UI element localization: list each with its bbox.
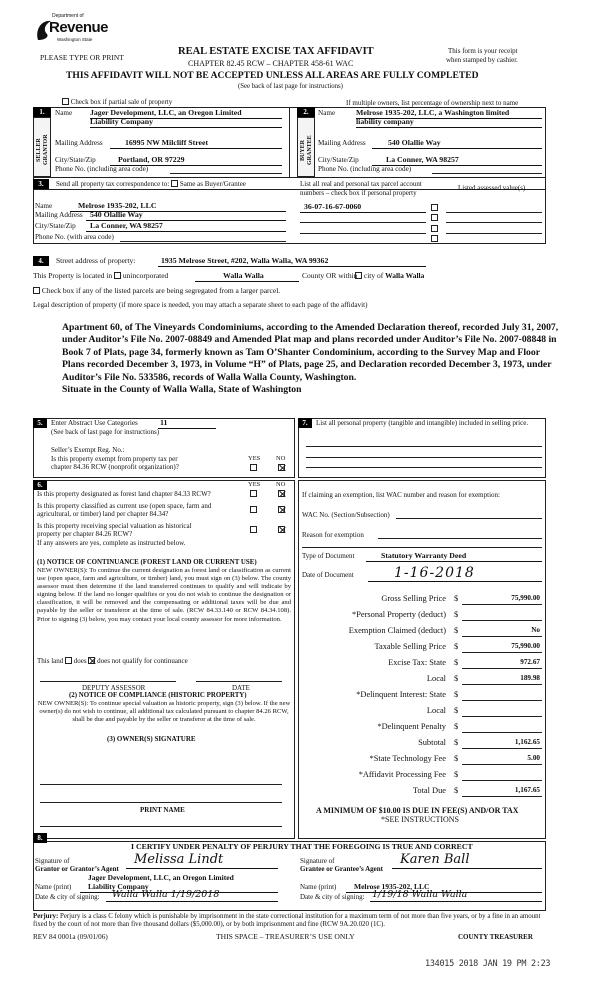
taxable-label: Taxable Selling Price [374,642,446,651]
section-4-badge: 4. [33,256,49,266]
historic-question-1: Is this property receiving special valuation as historical [37,522,192,530]
legal-text: Apartment 60, of The Vineyards Condominiums, according to the Amended Declaration thereof, recorded July 31, 2007, under Auditor’s File No. 2007-08849 and Amended Plat map and plans recorded under Auditor’s File No. 2007-08848 in Book 7 of Plats, page 34, formerly known as Tam O’Shanter Condominium, according to the Survey Map and Floor Plans recorded December 3, 1973, in Volume “H” of Plats, page 25, and Declaration recorded December 3, 1973, under Auditor’s File No. 533586, records of Walla Walla County, Washington. [62,322,559,383]
subtotal-amount: 1,162.65 [514,738,540,746]
legal-label: Legal description of property (if more space is needed, you may attach a separate sheet to each page of the affidavit) [33,301,368,309]
grantee-date-city: 1/19/18 Walla Walla [370,890,542,902]
county-value: Walla Walla [195,272,299,282]
historic-yes-checkbox[interactable] [250,526,257,533]
taxable-dollar: $ [454,642,459,651]
delinquent-local-label: Local [426,706,446,715]
gross-dollar: $ [454,594,459,603]
total-due-amount: 1,167.65 [514,786,540,794]
perjury-text: Perjury is a class C felony which is punishable by imprisonment in the state correctional institution for a maximum term of not more than five years, or by a fine in an amount fixed by the court of not more than five thousand dollars ($5,000.00), or by both imprisonment and fine (RCW 9A.20.020 (1C). [33,913,541,929]
minimum-due-note: A MINIMUM OF $10.00 IS DUE IN FEE(S) AND/OR TAX [316,806,519,815]
personal-property-label: List all personal property (tangible and intangible) included in selling price. [316,419,529,427]
grantee-date-label: Date & city of signing: [300,893,365,901]
deputy-assessor-label: DEPUTY ASSESSOR [82,684,146,692]
same-as-buyer-checkbox[interactable] [171,180,178,187]
exempt-no-checkbox[interactable] [278,464,285,471]
doc-date-label: Date of Document [302,571,354,579]
parcel-label-1: List all real and personal tax parcel account [300,180,422,188]
local-dollar: $ [454,674,459,683]
current-use-question-1: Is this property classified as current use (open space, farm and [37,502,212,510]
mail-mailing-label: Mailing Address [35,211,83,219]
forest-no-checkbox[interactable] [278,490,285,497]
abstract-label: Enter Abstract Use Categories [51,419,138,427]
section-7-badge: 7. [298,418,312,428]
exempt-no-header: NO [276,455,286,462]
correspondence-row [56,180,246,188]
mail-phone-label: Phone No. (with area code) [35,233,114,241]
exempt-yes-checkbox[interactable] [250,464,257,471]
state-amount: 972.67 [520,658,540,666]
seller-city: Portland, OR 97229 [110,156,282,166]
exemption-dollar: $ [454,626,459,635]
seller-name-line2: Liability Company [90,118,282,128]
mail-name-label: Name [35,202,53,210]
county-or-label: County OR within [302,271,358,280]
exemption-amount: No [531,626,540,634]
unincorporated-label: unincorporated [122,271,169,280]
delinquent-state-dollar: $ [454,690,459,699]
buyer-phone-label: Phone No. (including area code) [318,165,412,173]
recording-stamp: 134015 2018 JAN 19 PM 2:23 [425,959,551,969]
grantor-date-city: Walla Walla 1/19/2018 [106,890,278,902]
gross-amount: 75,990.00 [511,594,540,602]
abstract-see-back: (See back of last page for instructions) [51,428,160,436]
section-5-badge: 5. [33,418,47,428]
historic-question-2: property per chapter 84.26 RCW? [37,530,133,538]
parcel-personal-checkbox-3[interactable] [431,225,438,232]
segregated-row [33,287,280,296]
current-use-yes-checkbox[interactable] [250,506,257,513]
affidavit-fee-label: *Affidavit Processing Fee [358,770,446,779]
current-use-question-2: agricultural, or timber) land per chapter 84.34? [37,510,169,518]
grantor-date-label: Date & city of signing: [35,893,100,901]
same-as-buyer-label: Same as Buyer/Grantee [179,180,246,188]
buyer-name-line1: Melrose 1935-202, LLC, a Washington limited [356,109,542,119]
doc-type-label: Type of Document [302,552,355,560]
notice-2-text: NEW OWNER(S): To continue special valuation as historic property, sign (3) below. If the new owner(s) do not wish to continue, all additional tax calculated pursuant to chapter 84.26 RCW, shall be due and payable by the seller or transferor at the time of sale. [37,700,291,724]
city-of-checkbox[interactable] [355,272,362,279]
seller-mailing-label: Mailing Address [55,139,103,147]
wac-label: WAC No. (Section/Subsection) [302,511,390,519]
mail-city-label: City/State/Zip [35,222,76,230]
tech-fee-amount: 5.00 [527,754,540,762]
reason-label: Reason for exemption [302,531,364,539]
grantor-entity-1: Jager Development, LLC, an Oregon Limited [88,873,234,882]
current-use-no-checkbox[interactable] [278,506,285,513]
historic-no-checkbox[interactable] [278,526,285,533]
section-1-badge: 1. [33,107,51,117]
exempt-yes-header: YES [248,455,261,462]
city-of-label: city of [363,271,384,280]
notice-1-text: NEW OWNER(S): To continue the current designation as forest land or classification as current use (open space, farm and agriculture, or timber) land, you must sign on (3) below. The county assessor must then determine if the land transferred continues to qualify and will indicate by signing below. If the land no longer qualifies or you do not wish to continue the designation or classification, it will be removed and the compensating or additional taxes will be due and payable by the seller or transferor at the time of sale. (RCW 84.33.140 or RCW 84.34.108). Prior to signing (3) below, you may contact your local county assessor for more information. [37,567,291,623]
seller-name-label: Name [55,109,73,117]
exempt-reg-label: Seller’s Exempt Reg. No.: [51,446,125,454]
abstract-value: 11 [158,419,216,429]
tech-fee-label: *State Technology Fee [369,754,446,763]
parcel-personal-checkbox-1[interactable] [431,204,438,211]
mail-name: Melrose 1935-202, LLC [70,202,286,212]
state-dollar: $ [454,658,459,667]
buyer-side-label: BUYER GRANTEE [300,135,313,165]
does-not-label: does not [97,657,121,665]
doc-date: 1-16-2018 [368,565,542,582]
revision-number: REV 84 0001a (09/01/06) [33,933,108,941]
located-row [33,272,168,281]
total-dollar: $ [454,786,459,795]
partial-sale-label: Check box if partial sale of property [70,98,173,106]
buyer-city-label: City/State/Zip [318,156,359,164]
grantee-signature: Karen Ball [392,853,542,869]
grantee-sig-label-2: Grantee or Grantee’s Agent [300,865,384,873]
grantor-signature: Melissa Lindt [126,853,278,869]
correspondence-label: Send all property tax correspondence to: [56,180,170,188]
mail-city: La Conner, WA 98257 [86,222,286,232]
exemption-claimed-label: Exemption Claimed (deduct) [348,626,446,635]
partial-sale-checkbox[interactable] [62,98,69,105]
total-due-label: Total Due [412,786,446,795]
segregated-label: Check box if any of the listed parcels are being segregated from a larger parcel. [41,286,281,295]
logo-state-text: Washington State [57,37,93,42]
notice-1-title: (1) NOTICE OF CONTINUANCE (FOREST LAND OR CURRENT USE) [37,559,257,566]
excise-state-label: Excise Tax: State [388,658,446,667]
exempt-q1: Is this property exempt from property tax per [51,455,178,463]
s6-no-header: NO [276,481,286,488]
land-label: This land [37,657,64,665]
grantee-name-label: Name (print) [300,883,337,891]
form-title: REAL ESTATE EXCISE TAX AFFIDAVIT [178,46,374,57]
grantee-name: Melrose 1935-202, LLC [346,883,542,893]
buyer-name-line2: liability company [356,118,542,128]
owner-signature-label: (3) OWNER(S) SIGNATURE [107,735,196,743]
receipt-note-1: This form is your receipt [448,47,518,55]
parcel-number: 36-07-16-67-0060 [300,203,426,213]
seller-city-label: City/State/Zip [55,156,96,164]
legal-situate: Situate in the County of Walla Walla, State of Washington [62,384,302,396]
exempt-q2: chapter 84.36 RCW (nonprofit organization)? [51,463,179,471]
certify-line: I CERTIFY UNDER PENALTY OF PERJURY THAT THE FOREGOING IS TRUE AND CORRECT [131,842,473,851]
seller-name-line1: Jager Development, LLC, an Oregon Limited [90,109,282,119]
answers-note: If any answers are yes, complete as instructed below. [37,539,186,547]
seller-mailing: 16995 NW Milcliff Street [110,139,282,149]
perjury-label: Perjury: [33,913,59,920]
mail-mailing: 540 Olallie Way [86,211,286,221]
taxable-amount: 75,990.00 [511,642,540,650]
warning-line: THIS AFFIDAVIT WILL NOT BE ACCEPTED UNLESS ALL AREAS ARE FULLY COMPLETED [66,70,479,81]
penalty-dollar: $ [454,722,459,731]
print-note: PLEASE TYPE OR PRINT [40,53,124,62]
unincorporated-checkbox[interactable] [114,272,121,279]
city-value: Walla Walla [385,271,425,280]
county-treasurer: COUNTY TREASURER [458,933,533,941]
section-6-badge: 6. [33,480,47,490]
grantor-sig-label-1: Signature of [35,857,70,865]
forest-question: Is this property designated as forest land chapter 84.33 RCW? [37,490,211,498]
delinquent-penalty-label: *Delinquent Penalty [377,722,446,731]
located-label: This Property is located in [33,271,113,280]
partial-sale-row [62,98,172,106]
gross-label: Gross Selling Price [381,594,446,603]
parcel-personal-checkbox-2[interactable] [431,214,438,221]
grantor-entity-2: Liability Company [80,883,278,893]
excise-local-label: Local [426,674,446,683]
receipt-note-2: when stamped by cashier. [446,56,518,64]
forest-yes-checkbox[interactable] [250,490,257,497]
treasurer-space: THIS SPACE – TREASURER’S USE ONLY [216,932,355,941]
assessed-label: Listed assessed value(s) [458,184,526,192]
exemption-label: If claiming an exemption, list WAC number and reason for exemption: [302,491,500,499]
perjury-statement [33,913,549,930]
buyer-mailing-label: Mailing Address [318,139,366,147]
date-label: DATE [232,684,250,692]
delinquent-state-label: *Delinquent Interest: State [356,690,446,699]
personal-dollar: $ [454,610,459,619]
notice-2-title: (2) NOTICE OF COMPLIANCE (HISTORIC PROPERTY) [69,692,247,699]
qualify-label: qualify for continuance [122,657,188,665]
grantor-sig-label-2: Grantor or Grantor’s Agent [35,865,119,873]
form-subtitle: CHAPTER 82.45 RCW – CHAPTER 458-61 WAC [188,59,354,68]
grantor-name-label: Name (print) [35,883,72,891]
seller-phone-label: Phone No. (including area code) [55,165,149,173]
does-not-checkbox[interactable] [88,657,95,664]
dor-logo [35,12,109,46]
subtotal-dollar: $ [454,738,459,747]
seller-side-label: SELLER GRANTOR [36,134,49,166]
s6-yes-header: YES [248,481,261,488]
personal-label: *Personal Property (deduct) [352,610,446,619]
logo-big-text: Revenue [49,19,109,36]
parcel-label-2: numbers – check box if personal property [300,189,417,197]
print-name-label: PRINT NAME [140,806,185,814]
see-back-note: (See back of last page for instructions) [238,83,343,90]
continuance-row [37,657,188,665]
buyer-city: La Conner, WA 98257 [372,156,542,166]
street-label: Street address of property: [56,256,136,265]
affidavit-dollar: $ [454,770,459,779]
grantee-sig-label-1: Signature of [300,857,335,865]
subtotal-label: Subtotal [418,738,446,747]
legal-description [62,322,562,396]
logo-small-text: Department of [52,13,84,19]
buyer-mailing: 540 Olallie Way [372,139,542,149]
section-8-badge: 8. [33,833,47,843]
section-3-badge: 3. [33,179,49,189]
multiple-owners-note: If multiple owners, list percentage of ownership next to name [346,99,519,107]
segregated-checkbox[interactable] [33,287,40,294]
see-instructions-note: *SEE INSTRUCTIONS [381,815,460,824]
delinquent-local-dollar: $ [454,706,459,715]
tech-dollar: $ [454,754,459,763]
local-amount: 189.98 [520,674,540,682]
street-address: 1935 Melrose Street, #202, Walla Walla, WA 99362 [158,257,426,267]
does-label: does [73,657,87,665]
city-of-row [355,272,424,281]
does-checkbox[interactable] [65,657,72,664]
buyer-name-label: Name [318,109,336,117]
doc-type: Statutory Warranty Deed [366,552,542,562]
parcel-personal-checkbox-4[interactable] [431,235,438,242]
section-2-badge: 2. [297,107,315,117]
